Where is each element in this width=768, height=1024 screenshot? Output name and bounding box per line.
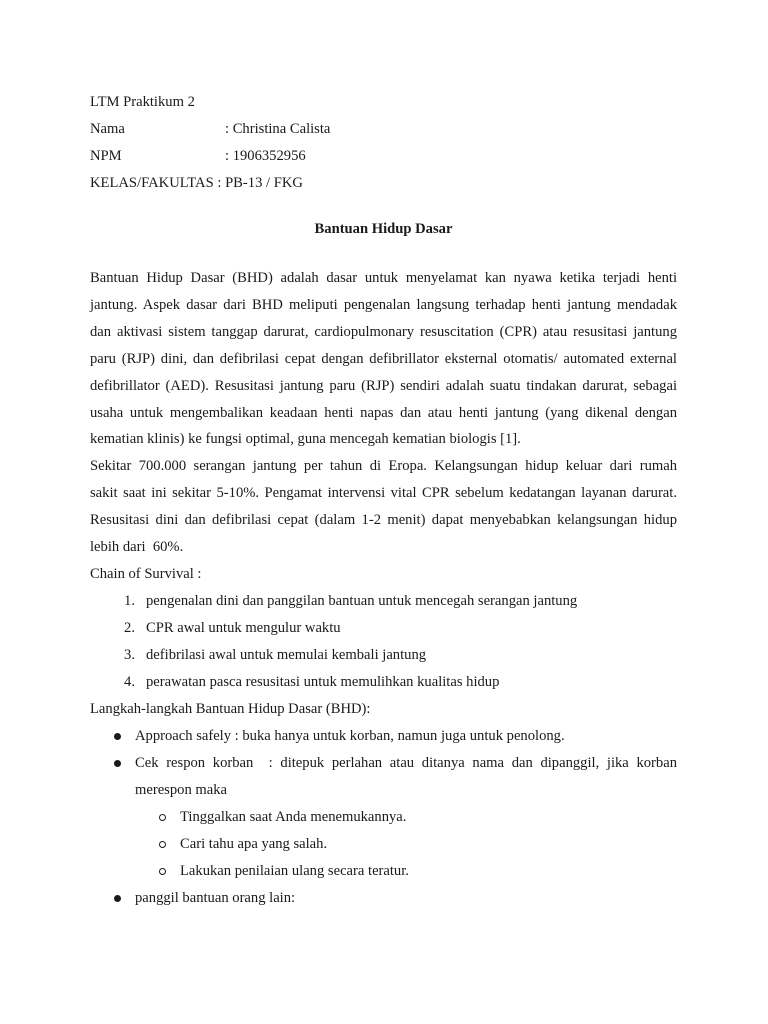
list-item-text: defibrilasi awal untuk memulai kembali jantung xyxy=(146,646,427,663)
paragraph-line: sakit saat ini sekitar 5-10%. Pengamat intervensi vital CPR sebelum kedatangan layanan darurat. xyxy=(90,485,677,502)
list-number: 3. xyxy=(124,646,135,663)
paragraph-line: defibrillator (AED). Resusitasi jantung paru (RJP) sendiri adalah suatu tindakan darurat, sebagai xyxy=(90,377,677,394)
list-item-text: Cek respon korban : ditepuk perlahan atau ditanya nama dan dipanggil, jika korban xyxy=(135,754,677,771)
chain-of-survival-list xyxy=(90,588,677,696)
list-item-text: CPR awal untuk mengulur waktu xyxy=(146,619,341,636)
list-item xyxy=(90,669,677,696)
meta-row-kelas xyxy=(90,170,677,197)
list-item xyxy=(90,642,677,669)
bullet-icon xyxy=(90,885,135,912)
paragraph-line: lebih dari 60%. xyxy=(90,539,184,556)
meta-label: Nama xyxy=(90,121,125,137)
meta-label: NPM xyxy=(90,148,122,164)
bullet-icon xyxy=(90,723,135,750)
list-number: 2. xyxy=(124,619,135,636)
paragraph-line: Sekitar 700.000 serangan jantung per tahun di Eropa. Kelangsungan hidup keluar dari rumah xyxy=(90,458,677,475)
paragraph-statistics xyxy=(90,453,677,561)
list-item xyxy=(90,831,677,858)
chain-of-survival-heading: Chain of Survival : xyxy=(90,565,202,582)
list-item-text: panggil bantuan orang lain: xyxy=(135,889,296,906)
list-number: 4. xyxy=(124,673,135,690)
list-item-text: Cari tahu apa yang salah. xyxy=(180,835,328,852)
list-item xyxy=(90,858,677,885)
meta-value: : PB-13 / FKG xyxy=(213,175,303,191)
bhd-steps-list xyxy=(90,723,677,804)
meta-row-npm xyxy=(90,143,677,170)
meta-label: KELAS/FAKULTAS xyxy=(90,175,214,191)
list-item xyxy=(90,615,677,642)
list-item-text: merespon maka xyxy=(135,781,227,798)
bullet-icon xyxy=(90,750,135,804)
list-item-body xyxy=(135,750,677,804)
paragraph-line: kematian klinis) ke fungsi optimal, guna mencegah kematian biologis [1]. xyxy=(90,431,521,448)
list-item-text: pengenalan dini dan panggilan bantuan untuk mencegah serangan jantung xyxy=(146,592,578,609)
paragraph-bhd-definition xyxy=(90,265,677,453)
meta-value: : 1906352956 xyxy=(225,148,306,164)
list-number: 1. xyxy=(124,592,135,609)
circle-bullet-icon xyxy=(90,858,180,885)
list-item-text: Lakukan penilaian ulang secara teratur. xyxy=(180,862,409,879)
list-item xyxy=(90,750,677,804)
paragraph-line: usaha untuk mengembalikan keadaan henti napas dan atau henti jantung (yang dikenal dengan xyxy=(90,404,677,421)
list-item xyxy=(90,885,677,912)
circle-bullet-icon xyxy=(90,831,180,858)
list-item-text: Tinggalkan saat Anda menemukannya. xyxy=(180,808,407,825)
meta-value: : Christina Calista xyxy=(225,121,331,137)
paragraph-line: Bantuan Hidup Dasar (BHD) adalah dasar untuk menyelamat kan nyawa ketika terjadi henti xyxy=(90,270,677,286)
document-title: Bantuan Hidup Dasar xyxy=(314,221,453,237)
paragraph-line: dan aktivasi sistem tanggap darurat, cardiopulmonary resuscitation (CPR) atau resusitasi jantung xyxy=(90,323,677,340)
list-item-text: Approach safely : buka hanya untuk korban, namun juga untuk penolong. xyxy=(135,727,565,744)
list-item xyxy=(90,723,677,750)
circle-bullet-icon xyxy=(90,804,180,831)
paragraph-line: Resusitasi dini dan defibrilasi cepat (dalam 1-2 menit) dapat menyebabkan kelangsungan hidup xyxy=(90,512,677,529)
list-item-text: perawatan pasca resusitasi untuk memulihkan kualitas hidup xyxy=(146,673,500,690)
paragraph-line: paru (RJP) dini, dan defibrilasi cepat dengan defibrillator eksternal otomatis/ automated external xyxy=(90,350,677,367)
meta-row-nama xyxy=(90,116,677,143)
response-sub-list xyxy=(90,804,677,885)
paragraph-line: jantung. Aspek dasar dari BHD meliputi pengenalan langsung terhadap henti jantung mendadak xyxy=(90,296,677,313)
list-item xyxy=(90,804,677,831)
list-item xyxy=(90,588,677,615)
bhd-steps-list-continued xyxy=(90,885,677,912)
document-page xyxy=(90,89,677,912)
steps-heading: Langkah-langkah Bantuan Hidup Dasar (BHD): xyxy=(90,700,371,717)
doc-header-title: LTM Praktikum 2 xyxy=(90,94,195,110)
